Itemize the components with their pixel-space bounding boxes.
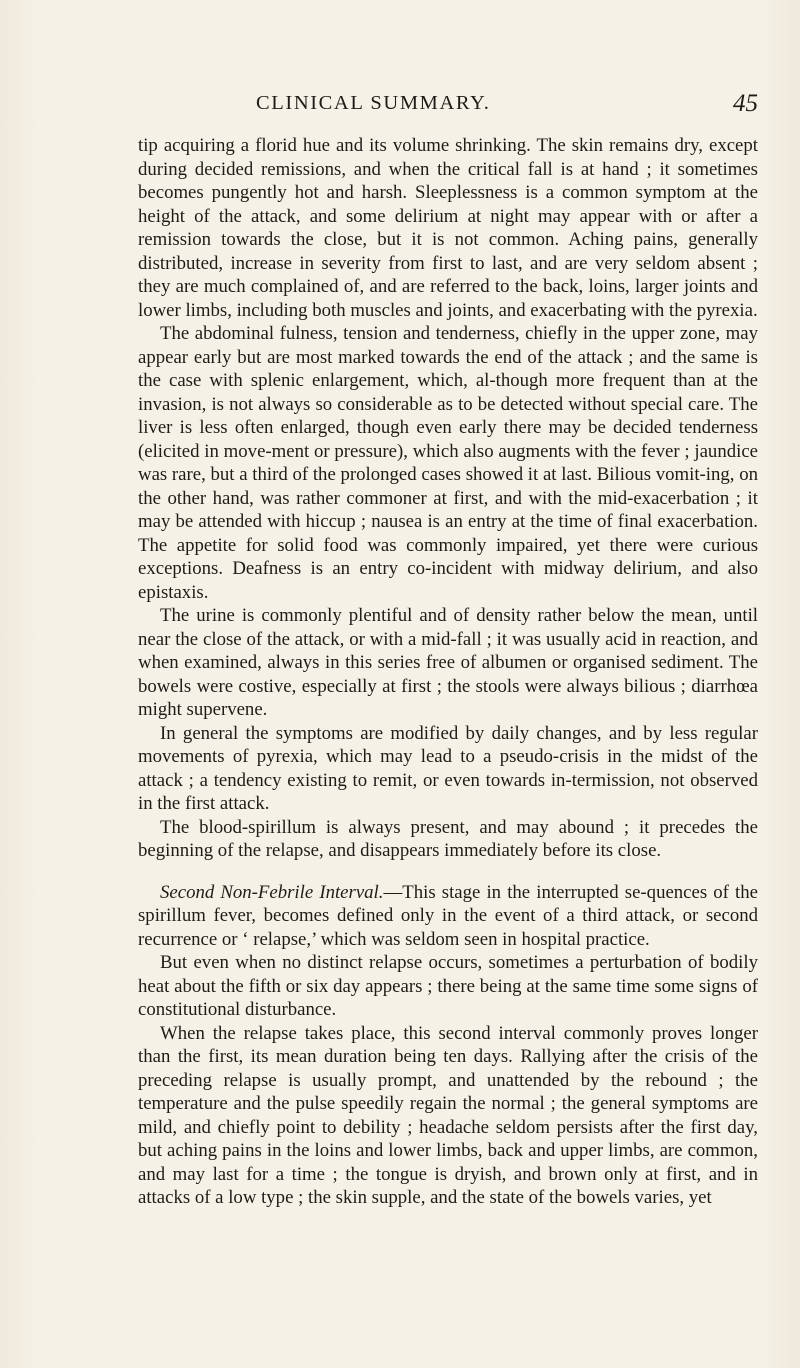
running-title: CLINICAL SUMMARY. bbox=[256, 92, 491, 114]
page-number: 45 bbox=[733, 90, 758, 117]
running-head bbox=[138, 90, 758, 122]
paragraph: When the relapse takes place, this second interval commonly proves longer than the first, its mean duration being ten days. Rallying after the crisis of the preceding relapse is usually prompt, and unattended by the rebound ; the temperature and the pulse speedily regain the normal ; the general symptoms are mild, and chiefly point to debility ; headache seldom persists after the first day, but aching pains in the loins and lower limbs, back and upper limbs, are common, and may last for a time ; the tongue is dryish, and brown only at first, and in attacks of a low type ; the skin supple, and the state of the bowels varies, yet bbox=[138, 1022, 758, 1208]
paragraph: In general the symptoms are modified by daily changes, and by less regular movements of pyrexia, which may lead to a pseudo-crisis in the midst of the attack ; a tendency existing to remit, or even towards in-termission, not observed in the first attack. bbox=[138, 722, 758, 814]
paragraph: The urine is commonly plentiful and of density rather below the mean, until near the close of the attack, or with a mid-fall ; it was usually acid in reaction, and when examined, always in this series free of albumen or organised sediment. The bowels were costive, especially at first ; the stools were always bilious ; diarrhœa might supervene. bbox=[138, 605, 758, 720]
body-text bbox=[138, 134, 758, 1210]
section-heading: Second Non-Febrile Interval. bbox=[160, 881, 384, 903]
section-lead: —This stage in the interrupted se-quences of the spirillum fever, becomes defined only in the event of a third attack, or second recurrence or ‘ relapse,’ which was seldom seen in hospital practice. bbox=[138, 881, 758, 950]
paragraph: tip acquiring a florid hue and its volume shrinking. The skin remains dry, except during decided remissions, and when the critical fall is at hand ; it sometimes becomes pungently hot and harsh. Sleeplessness is a common symptom at the height of the attack, and some delirium at night may appear with or after a remission towards the close, but it is not common. Aching pains, generally distributed, increase in severity from first to last, and are very seldom absent ; they are much complained of, and are referred to the back, loins, larger joints and lower limbs, including both muscles and joints, and exacerbating with the pyrexia. bbox=[138, 135, 758, 321]
paragraph: But even when no distinct relapse occurs, sometimes a perturbation of bodily heat about the fifth or six day appears ; there being at the same time some signs of constitutional disturbance. bbox=[138, 952, 758, 1020]
paragraph: The blood-spirillum is always present, and may abound ; it precedes the beginning of the relapse, and disappears immediately before its close. bbox=[138, 816, 758, 861]
paragraph: The abdominal fulness, tension and tenderness, chiefly in the upper zone, may appear early but are most marked towards the end of the attack ; and the same is the case with splenic enlargement, which, al-though more frequent than at the invasion, is not always so considerable as to be detected without special care. The liver is less often enlarged, though even early there may be decided tenderness (elicited in move-ment or pressure), which also augments with the fever ; jaundice was rare, but a third of the prolonged cases showed it at last. Bilious vomit-ing, on the other hand, was rather commoner at first, and with the mid-exacerbation ; it may be attended with hiccup ; nausea is an entry at the time of final exacerbation. The appetite for solid food was commonly impaired, yet there were curious exceptions. Deafness is an entry co-incident with midway delirium, and also epistaxis. bbox=[138, 323, 758, 603]
section-paragraph bbox=[138, 881, 758, 952]
